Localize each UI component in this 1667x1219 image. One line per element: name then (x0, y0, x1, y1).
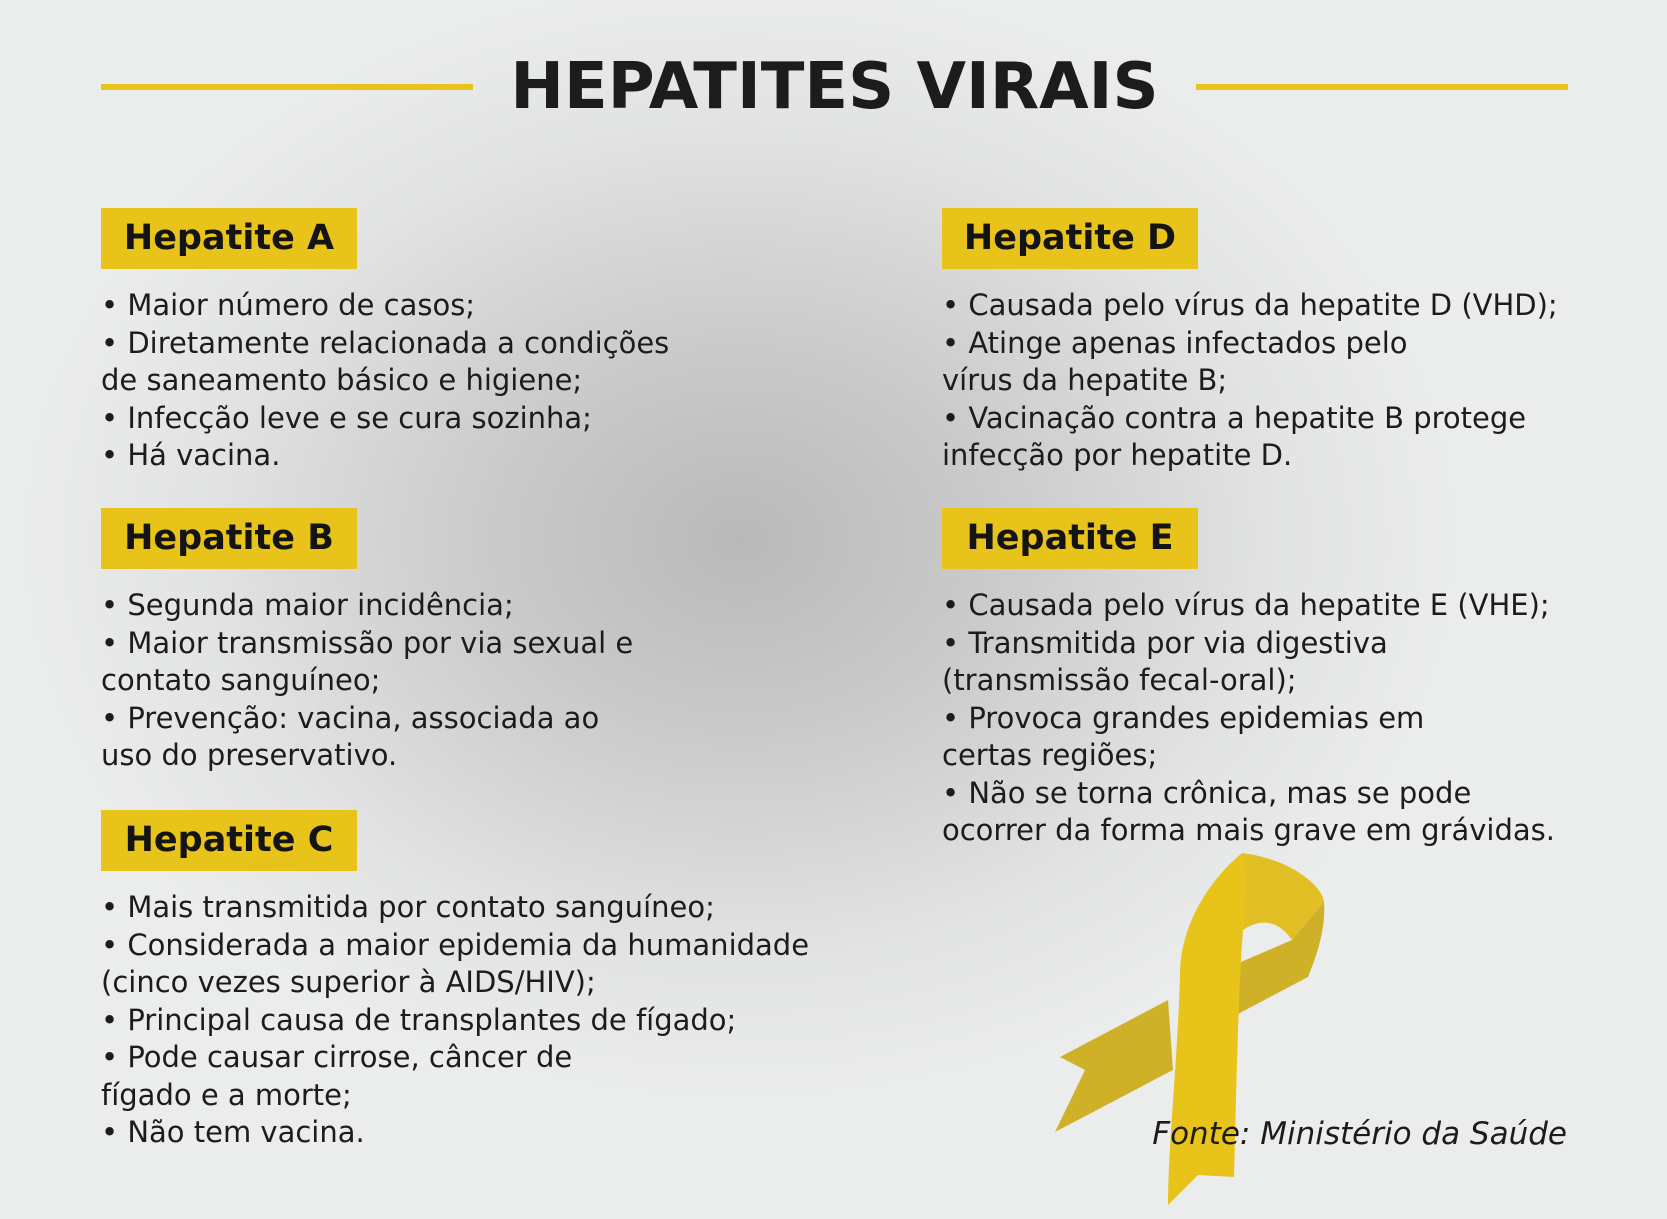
yellow-awareness-ribbon-icon (1050, 845, 1350, 1219)
list-item: fígado e a morte; (101, 1077, 352, 1112)
title-divider-right (1196, 84, 1568, 90)
list-item: • Há vacina. (101, 438, 281, 472)
list-item: • Mais transmitida por contato sanguíneo; (101, 890, 715, 924)
list-item: • Não tem vacina. (101, 1115, 365, 1149)
list-item: uso do preservativo. (101, 738, 398, 772)
list-item: (transmissão fecal-oral); (942, 663, 1297, 697)
list-item: (cinco vezes superior à AIDS/HIV); (101, 965, 596, 999)
section-badge: Hepatite C (101, 810, 357, 871)
item-list (101, 587, 633, 775)
section-hepatite-a (101, 208, 669, 475)
section-badge: Hepatite B (101, 508, 357, 569)
source-credit: Fonte: Ministério da Saúde (1152, 1116, 1567, 1152)
list-item: • Atinge apenas infectados pelo (942, 325, 1408, 360)
list-item: • Causada pelo vírus da hepatite E (VHE); (942, 588, 1550, 622)
section-hepatite-c (101, 810, 809, 1152)
section-badge: Hepatite A (101, 208, 357, 269)
list-item: • Diretamente relacionada a condições (101, 325, 670, 360)
list-item: vírus da hepatite B; (942, 363, 1228, 397)
list-item: de saneamento básico e higiene; (101, 363, 583, 397)
section-badge: Hepatite D (942, 208, 1198, 269)
section-hepatite-d (942, 208, 1558, 475)
section-badge: Hepatite E (942, 508, 1198, 569)
list-item: • Vacinação contra a hepatite B protege (942, 400, 1527, 435)
list-item: • Maior número de casos; (101, 288, 476, 322)
item-list (942, 287, 1558, 475)
list-item: • Considerada a maior epidemia da humanidade (101, 927, 810, 962)
list-item: • Principal causa de transplantes de fígado; (101, 1002, 737, 1037)
section-hepatite-b (101, 508, 633, 775)
title-divider-left (101, 84, 473, 90)
list-item: • Prevenção: vacina, associada ao (101, 700, 600, 735)
list-item: • Maior transmissão por via sexual e (101, 625, 634, 660)
item-list (101, 287, 669, 475)
list-item: infecção por hepatite D. (942, 438, 1293, 472)
list-item: • Não se torna crônica, mas se pode (942, 775, 1472, 810)
list-item: • Infecção leve e se cura sozinha; (101, 400, 592, 435)
page-title: HEPATITES VIRAIS (510, 50, 1159, 124)
section-hepatite-e (942, 508, 1555, 850)
list-item: • Segunda maior incidência; (101, 588, 514, 622)
list-item: contato sanguíneo; (101, 663, 381, 697)
list-item: • Provoca grandes epidemias em (942, 700, 1425, 735)
item-list (942, 587, 1555, 850)
list-item: • Causada pelo vírus da hepatite D (VHD); (942, 288, 1558, 322)
list-item: • Transmitida por via digestiva (942, 625, 1388, 660)
item-list (101, 889, 809, 1152)
list-item: • Pode causar cirrose, câncer de (101, 1040, 573, 1074)
list-item: ocorrer da forma mais grave em grávidas. (942, 813, 1555, 847)
list-item: certas regiões; (942, 738, 1158, 772)
